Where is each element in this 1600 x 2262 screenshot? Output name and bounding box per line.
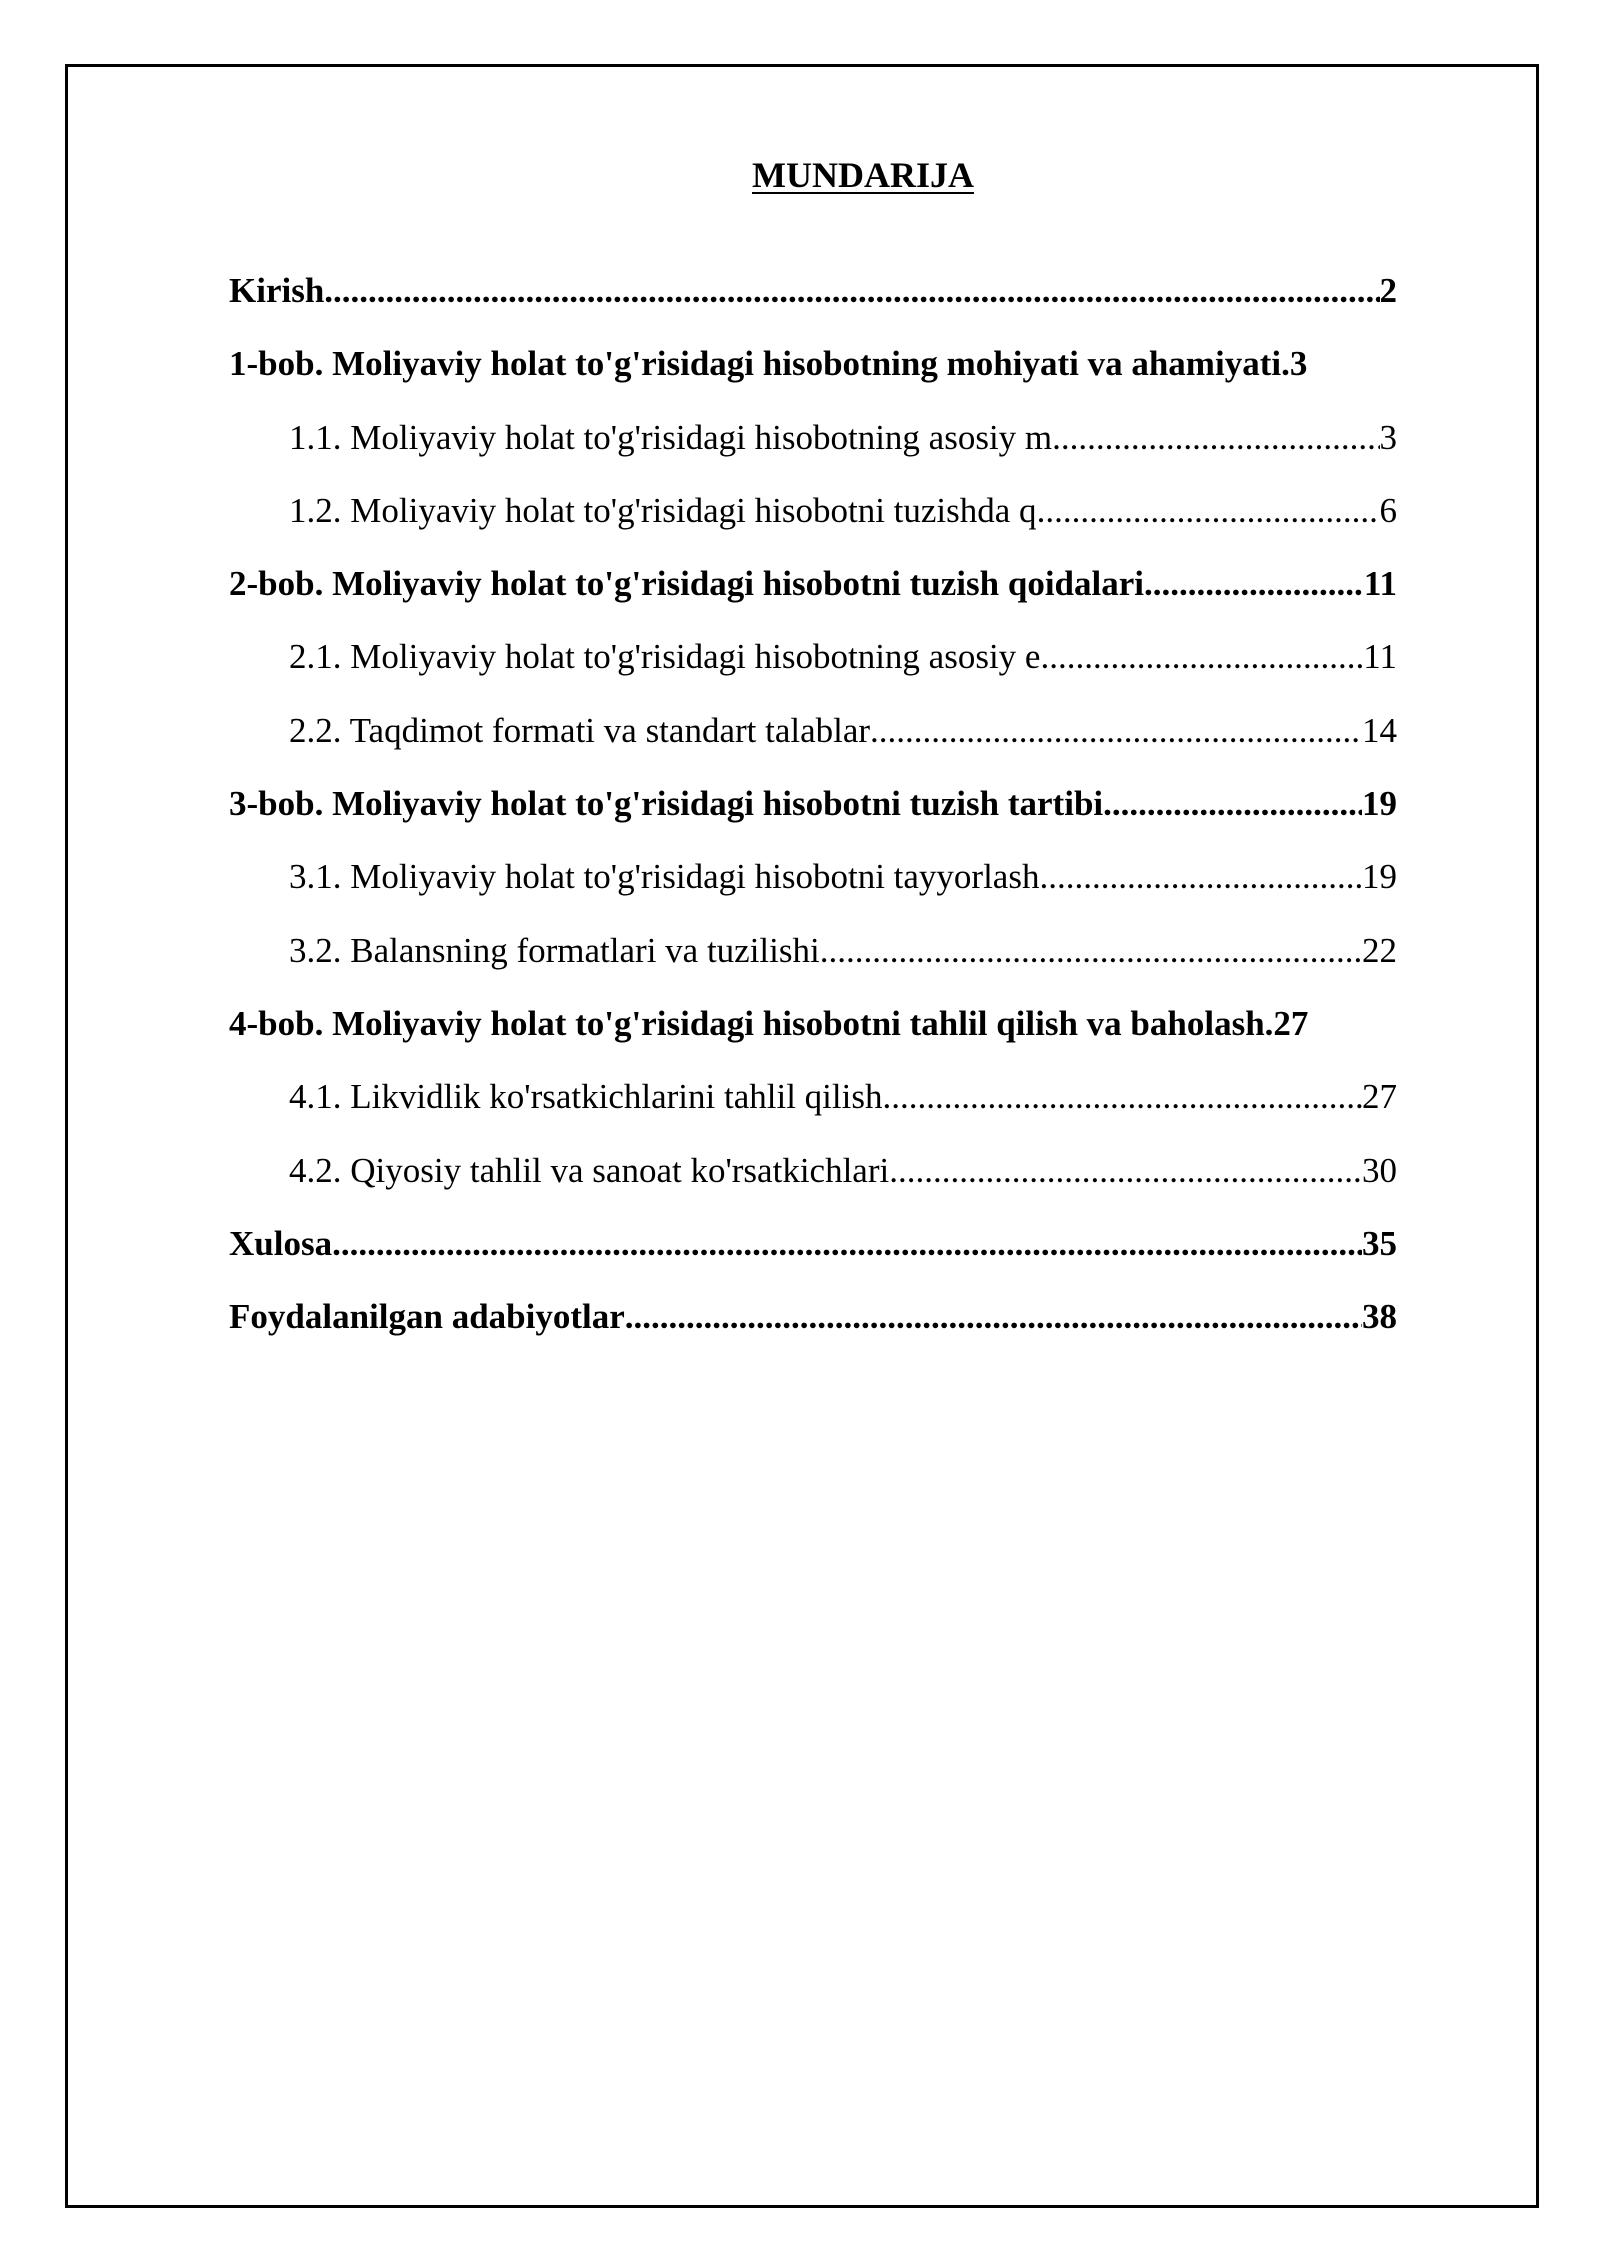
toc-page-number: 22 <box>1362 930 1397 970</box>
toc-entry-section-3-2[interactable] <box>229 926 1397 999</box>
toc-page-number: 30 <box>1362 1150 1397 1190</box>
toc-entry-label: 3.2. Balansning formatlari va tuzilishi <box>289 930 820 970</box>
toc-entry-chapter-1[interactable] <box>229 339 1397 412</box>
toc-entry-section-4-2[interactable] <box>229 1146 1397 1219</box>
toc-page-number: 2 <box>1379 271 1397 310</box>
toc-page-number: 27 <box>1273 1003 1309 1043</box>
toc-dot-leader <box>332 1219 1362 1269</box>
toc-entry-section-4-1[interactable] <box>229 1072 1397 1145</box>
toc-entry-section-1-1[interactable] <box>229 413 1397 486</box>
toc-entry-chapter-3[interactable] <box>229 779 1397 852</box>
toc-dot-leader <box>1052 413 1379 463</box>
toc-entry-chapter-4[interactable] <box>229 999 1397 1072</box>
toc-entry-section-1-2[interactable] <box>229 486 1397 559</box>
toc-entry-xulosa[interactable] <box>229 1219 1397 1292</box>
toc-dot-leader <box>870 706 1362 756</box>
toc-entry-label: 4-bob. Moliyaviy holat to'g'risidagi hisobotni tahlil qilish va baholash. <box>229 1003 1274 1043</box>
toc-dot-leader <box>882 1072 1362 1122</box>
toc-entry-label: Kirish <box>229 271 325 310</box>
toc-page-number: 3 <box>1379 417 1397 457</box>
toc-entry-label: 3.1. Moliyaviy holat to'g'risidagi hisobotni tayyorlash <box>289 857 1040 897</box>
toc-entry-label: 1.1. Moliyaviy holat to'g'risidagi hisobotning asosiy m <box>289 417 1053 457</box>
toc-dot-leader <box>1144 559 1364 609</box>
toc-entry-label: 1.2. Moliyaviy holat to'g'risidagi hisobotni tuzishda q <box>289 490 1037 530</box>
toc-entry-kirish[interactable] <box>229 266 1397 339</box>
toc-dot-leader <box>1040 632 1363 682</box>
toc-entry-label: Xulosa <box>229 1223 333 1263</box>
toc-entry-label: 2.1. Moliyaviy holat to'g'risidagi hisobotning asosiy e <box>289 637 1041 677</box>
toc-entry-label: 1-bob. Moliyaviy holat to'g'risidagi hisobotning mohiyati va ahamiyati. <box>229 344 1290 384</box>
toc-page-number: 3 <box>1289 344 1308 384</box>
toc-page-number: 35 <box>1362 1223 1397 1263</box>
toc-dot-leader <box>625 1292 1362 1342</box>
toc-dot-leader <box>324 266 1379 316</box>
toc-page-number: 19 <box>1362 784 1397 824</box>
toc-dot-leader <box>889 1146 1362 1196</box>
toc-entry-label: 4.2. Qiyosiy tahlil va sanoat ko'rsatkichlari <box>289 1150 890 1190</box>
toc-page-number: 19 <box>1362 857 1397 897</box>
toc-entry-chapter-2[interactable] <box>229 559 1397 632</box>
toc-page-number: 11 <box>1363 564 1397 604</box>
toc-page-number: 11 <box>1363 637 1397 677</box>
toc-entry-label: Foydalanilgan adabiyotlar <box>229 1297 625 1337</box>
toc-entry-label: 3-bob. Moliyaviy holat to'g'risidagi hisobotni tuzish tartibi <box>229 784 1104 824</box>
toc-dot-leader <box>820 926 1362 976</box>
toc-page-number: 38 <box>1362 1297 1397 1337</box>
page-title: MUNDARIJA <box>752 155 974 195</box>
toc-page-number: 14 <box>1362 710 1397 750</box>
toc-entry-adabiyotlar[interactable] <box>229 1292 1397 1365</box>
toc-entry-label: 2-bob. Moliyaviy holat to'g'risidagi hisobotni tuzish qoidalari <box>229 564 1145 604</box>
toc-dot-leader <box>1039 852 1362 902</box>
toc-dot-leader <box>1103 779 1362 829</box>
toc-entry-section-2-1[interactable] <box>229 632 1397 705</box>
toc-entry-section-3-1[interactable] <box>229 852 1397 925</box>
toc-entry-section-2-2[interactable] <box>229 706 1397 779</box>
toc-entry-label: 4.1. Likvidlik ko'rsatkichlarini tahlil qilish <box>289 1077 883 1117</box>
toc-dot-leader <box>1037 486 1380 536</box>
toc-page-number: 6 <box>1379 490 1397 530</box>
table-of-contents <box>229 266 1397 1365</box>
toc-entry-label: 2.2. Taqdimot formati va standart talablar <box>289 710 871 750</box>
toc-page-number: 27 <box>1362 1077 1397 1117</box>
